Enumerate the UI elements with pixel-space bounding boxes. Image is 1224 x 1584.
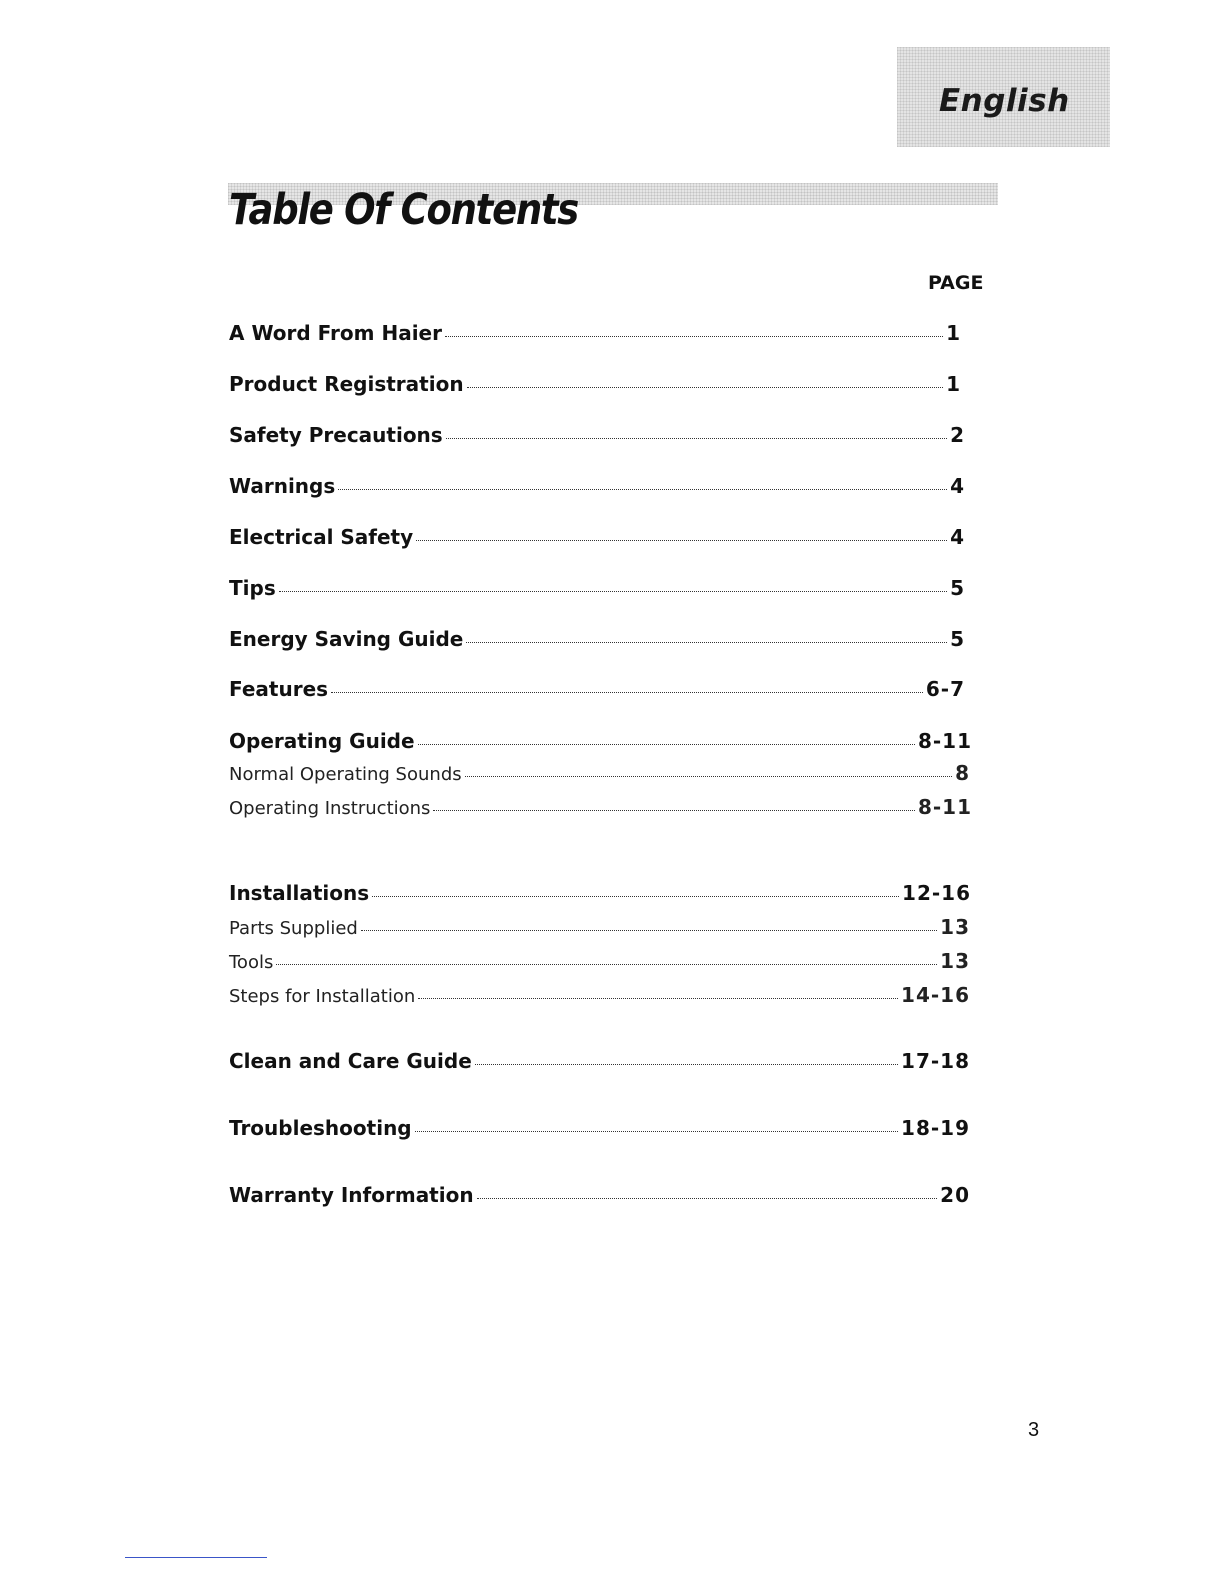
dot-leader xyxy=(415,1115,898,1135)
dot-leader xyxy=(331,676,923,696)
toc-entry-page: 2 xyxy=(950,423,965,447)
dot-leader xyxy=(465,762,952,780)
dot-leader xyxy=(467,371,944,391)
toc-entry-label: Tools xyxy=(229,952,274,973)
toc-entry-tools[interactable] xyxy=(229,949,970,975)
dot-leader xyxy=(445,320,943,340)
toc-entry-page: 8-11 xyxy=(917,795,972,819)
toc-entry-page: 4 xyxy=(950,525,965,549)
toc-entry-label: Troubleshooting xyxy=(229,1116,412,1140)
dot-leader xyxy=(475,1048,898,1068)
toc-entry-parts-supplied[interactable] xyxy=(229,915,970,941)
toc-entry-normal-operating-sounds[interactable] xyxy=(229,761,970,787)
toc-entry-label: Clean and Care Guide xyxy=(229,1049,472,1073)
toc-entry-page: 4 xyxy=(950,474,965,498)
toc-entry-warnings[interactable] xyxy=(229,473,965,501)
toc-entry-label: Parts Supplied xyxy=(229,918,358,939)
dot-leader xyxy=(276,950,937,968)
toc-entry-steps-for-installation[interactable] xyxy=(229,983,970,1009)
toc-entry-installations[interactable] xyxy=(229,880,971,908)
toc-entry-label: Product Registration xyxy=(229,372,464,396)
toc-entry-page: 20 xyxy=(940,1183,970,1207)
page-number: 3 xyxy=(1028,1419,1040,1441)
toc-entry-clean-and-care-guide[interactable] xyxy=(229,1048,970,1076)
toc-entry-label: Warnings xyxy=(229,474,336,498)
toc-entry-page: 17-18 xyxy=(901,1049,970,1073)
toc-entry-page: 8 xyxy=(955,761,970,785)
toc-entry-electrical-safety[interactable] xyxy=(229,524,965,552)
toc-entry-label: Installations xyxy=(229,881,370,905)
dot-leader xyxy=(446,422,947,442)
toc-entry-page: 5 xyxy=(950,627,965,651)
dot-leader xyxy=(433,796,915,814)
toc-entry-page: 6-7 xyxy=(925,677,965,701)
dot-leader xyxy=(418,984,898,1002)
toc-entry-page: 13 xyxy=(940,915,970,939)
page-column-header: PAGE xyxy=(928,272,984,294)
toc-entry-label: Energy Saving Guide xyxy=(229,627,464,651)
toc-entry-page: 1 xyxy=(946,372,961,396)
toc-entry-energy-saving-guide[interactable] xyxy=(229,626,965,654)
toc-entry-label: A Word From Haier xyxy=(229,321,442,345)
toc-entry-safety-precautions[interactable] xyxy=(229,422,965,450)
footer-rule xyxy=(125,1557,267,1558)
toc-entry-label: Steps for Installation xyxy=(229,986,416,1007)
language-tab-label: English xyxy=(939,83,1070,119)
toc-entry-product-registration[interactable] xyxy=(229,371,961,399)
toc-entry-troubleshooting[interactable] xyxy=(229,1115,970,1143)
toc-entry-page: 13 xyxy=(940,949,970,973)
toc-entry-page: 14-16 xyxy=(901,983,970,1007)
toc-entry-features[interactable] xyxy=(229,676,965,704)
toc-entry-label: Tips xyxy=(229,576,276,600)
dot-leader xyxy=(361,916,937,934)
toc-entry-label: Electrical Safety xyxy=(229,525,414,549)
toc-entry-tips[interactable] xyxy=(229,575,965,603)
toc-entry-page: 12-16 xyxy=(902,881,971,905)
toc-entry-label: Warranty Information xyxy=(229,1183,474,1207)
toc-entry-label: Operating Instructions xyxy=(229,798,431,819)
toc-entry-page: 1 xyxy=(946,321,961,345)
page-title: Table Of Contents xyxy=(229,185,579,235)
toc-entry-label: Operating Guide xyxy=(229,729,415,753)
toc-entry-operating-guide[interactable] xyxy=(229,728,972,756)
language-tab xyxy=(897,47,1110,147)
dot-leader xyxy=(418,728,915,748)
toc-entry-label: Features xyxy=(229,677,329,701)
toc-entry-operating-instructions[interactable] xyxy=(229,795,972,821)
toc-entry-label: Safety Precautions xyxy=(229,423,443,447)
dot-leader xyxy=(477,1182,938,1202)
toc-entry-label: Normal Operating Sounds xyxy=(229,764,462,785)
toc-entry-warranty-information[interactable] xyxy=(229,1182,970,1210)
dot-leader xyxy=(466,626,947,646)
dot-leader xyxy=(279,575,947,595)
toc-entry-a-word-from-haier[interactable] xyxy=(229,320,961,348)
toc-entry-page: 5 xyxy=(950,576,965,600)
dot-leader xyxy=(338,473,947,493)
toc-entry-page: 18-19 xyxy=(901,1116,970,1140)
dot-leader xyxy=(416,524,947,544)
toc-entry-page: 8-11 xyxy=(917,729,972,753)
dot-leader xyxy=(372,880,899,900)
